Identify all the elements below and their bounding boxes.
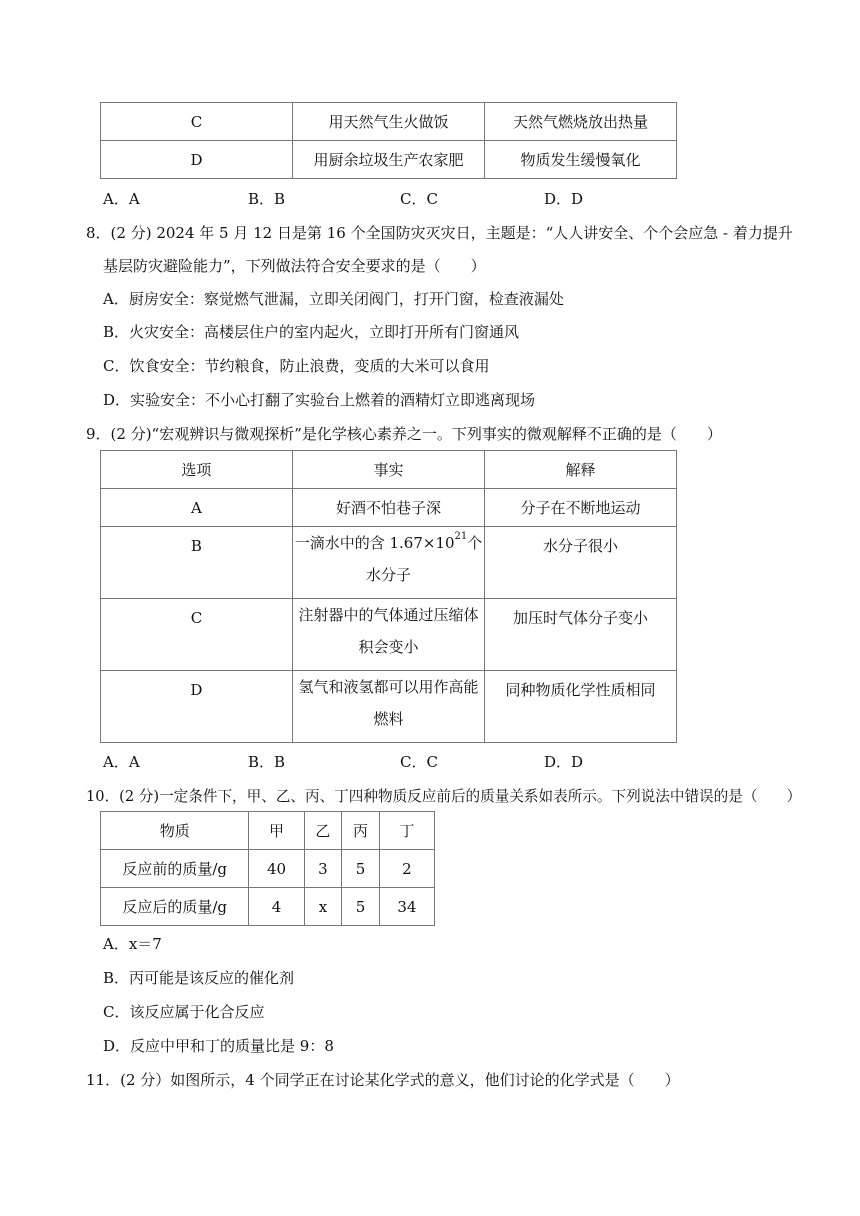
table-cell: 40: [249, 850, 304, 888]
option-a[interactable]: A．A: [103, 753, 140, 771]
table-cell: 2: [379, 850, 434, 888]
fact-line: 注射器中的气体通过压缩体: [298, 606, 479, 624]
table-cell: 加压时气体分子变小: [485, 599, 677, 671]
table-header: 事实: [292, 451, 484, 489]
table-row: [101, 850, 435, 888]
q10-option-b[interactable]: B．丙可能是该反应的催化剂: [103, 969, 295, 987]
table-row: [101, 527, 677, 599]
q8-option-d[interactable]: D．实验安全：不小心打翻了实验台上燃着的酒精灯立即逃离现场: [103, 391, 536, 409]
superscript: 21: [454, 531, 468, 542]
q8-option-c[interactable]: C．饮食安全：节约粮食，防止浪费，变质的大米可以食用: [103, 357, 490, 375]
table-cell: 天然气燃烧放出热量: [484, 103, 676, 141]
table-header: 丙: [342, 812, 380, 850]
option-b[interactable]: B．B: [248, 753, 286, 771]
table-cell: 3: [304, 850, 342, 888]
table-header: 解释: [485, 451, 677, 489]
q7-table: [100, 102, 677, 179]
table-cell: 同种物质化学性质相同: [485, 671, 677, 743]
table-row: [101, 888, 435, 926]
fact-line: 氢气和液氢都可以用作高能: [298, 678, 479, 696]
table-cell: 反应后的质量/g: [101, 888, 249, 926]
table-row: [101, 599, 677, 671]
fact-line: 燃料: [373, 710, 404, 728]
table-header: 乙: [304, 812, 342, 850]
table-cell: x: [304, 888, 342, 926]
table-cell: C: [101, 103, 293, 141]
table-cell: C: [101, 599, 293, 671]
q10-option-a[interactable]: A．x＝7: [103, 935, 162, 953]
fact-text: 个: [467, 534, 483, 552]
table-row: [101, 671, 677, 743]
q10-table: [100, 811, 435, 926]
table-cell: 物质发生缓慢氧化: [484, 141, 676, 179]
fact-text: 一滴水中的含 1.67×10: [294, 534, 455, 552]
q11-stem: 11．(2 分）如图所示，4 个同学正在讨论某化学式的意义，他们讨论的化学式是（ ）: [86, 1071, 680, 1089]
table-row: [101, 141, 677, 179]
table-cell: 4: [249, 888, 304, 926]
table-cell: D: [101, 671, 293, 743]
fact-line: 水分子: [365, 566, 411, 584]
q9-stem: 9．(2 分)“宏观辨识与微观探析”是化学核心素养之一。下列事实的微观解释不正确的是（ ）: [86, 425, 722, 443]
q10-option-d[interactable]: D．反应中甲和丁的质量比是 9：8: [103, 1037, 334, 1055]
table-cell: D: [101, 141, 293, 179]
table-header: 物质: [101, 812, 249, 850]
q8-stem-line1: 8．(2 分) 2024 年 5 月 12 日是第 16 个全国防灾灭灾日，主题是：“人人讲安全、个个会应急 - 着力提升: [86, 224, 793, 242]
table-cell: 34: [379, 888, 434, 926]
table-header-row: [101, 812, 435, 850]
table-cell: 水分子很小: [485, 527, 677, 599]
q8-stem-line2: 基层防灾避险能力”，下列做法符合安全要求的是（ ）: [103, 257, 486, 275]
table-cell: 好酒不怕巷子深: [292, 489, 484, 527]
q8-option-b[interactable]: B．火灾安全：高楼层住户的室内起火，立即打开所有门窗通风: [103, 323, 520, 341]
table-cell: [292, 599, 484, 671]
table-cell: 5: [342, 850, 380, 888]
table-cell: 用天然气生火做饭: [292, 103, 484, 141]
option-b[interactable]: B．B: [248, 190, 286, 208]
table-cell: [292, 671, 484, 743]
option-d[interactable]: D．D: [544, 190, 584, 208]
table-cell: [292, 527, 484, 599]
table-row: [101, 489, 677, 527]
option-c[interactable]: C．C: [400, 753, 438, 771]
fact-line: 积会变小: [358, 638, 419, 656]
table-cell: 5: [342, 888, 380, 926]
q9-table: [100, 450, 677, 743]
q10-option-c[interactable]: C．该反应属于化合反应: [103, 1003, 265, 1021]
table-header: 选项: [101, 451, 293, 489]
table-cell: A: [101, 489, 293, 527]
q10-stem: 10．(2 分)一定条件下，甲、乙、丙、丁四种物质反应前后的质量关系如表所示。下列说法中错误的是（ ）: [86, 788, 802, 805]
fact-line: [293, 527, 484, 559]
option-d[interactable]: D．D: [544, 753, 584, 771]
table-row: [101, 103, 677, 141]
table-cell: 反应前的质量/g: [101, 850, 249, 888]
table-header: 丁: [379, 812, 434, 850]
table-header: 甲: [249, 812, 304, 850]
q8-option-a[interactable]: A．厨房安全：察觉燃气泄漏，立即关闭阀门，打开门窗，检查液漏处: [103, 290, 564, 308]
table-cell: 用厨余垃圾生产农家肥: [292, 141, 484, 179]
table-cell: B: [101, 527, 293, 599]
table-header-row: [101, 451, 677, 489]
table-cell: 分子在不断地运动: [485, 489, 677, 527]
option-a[interactable]: A．A: [103, 190, 140, 208]
option-c[interactable]: C．C: [400, 190, 438, 208]
